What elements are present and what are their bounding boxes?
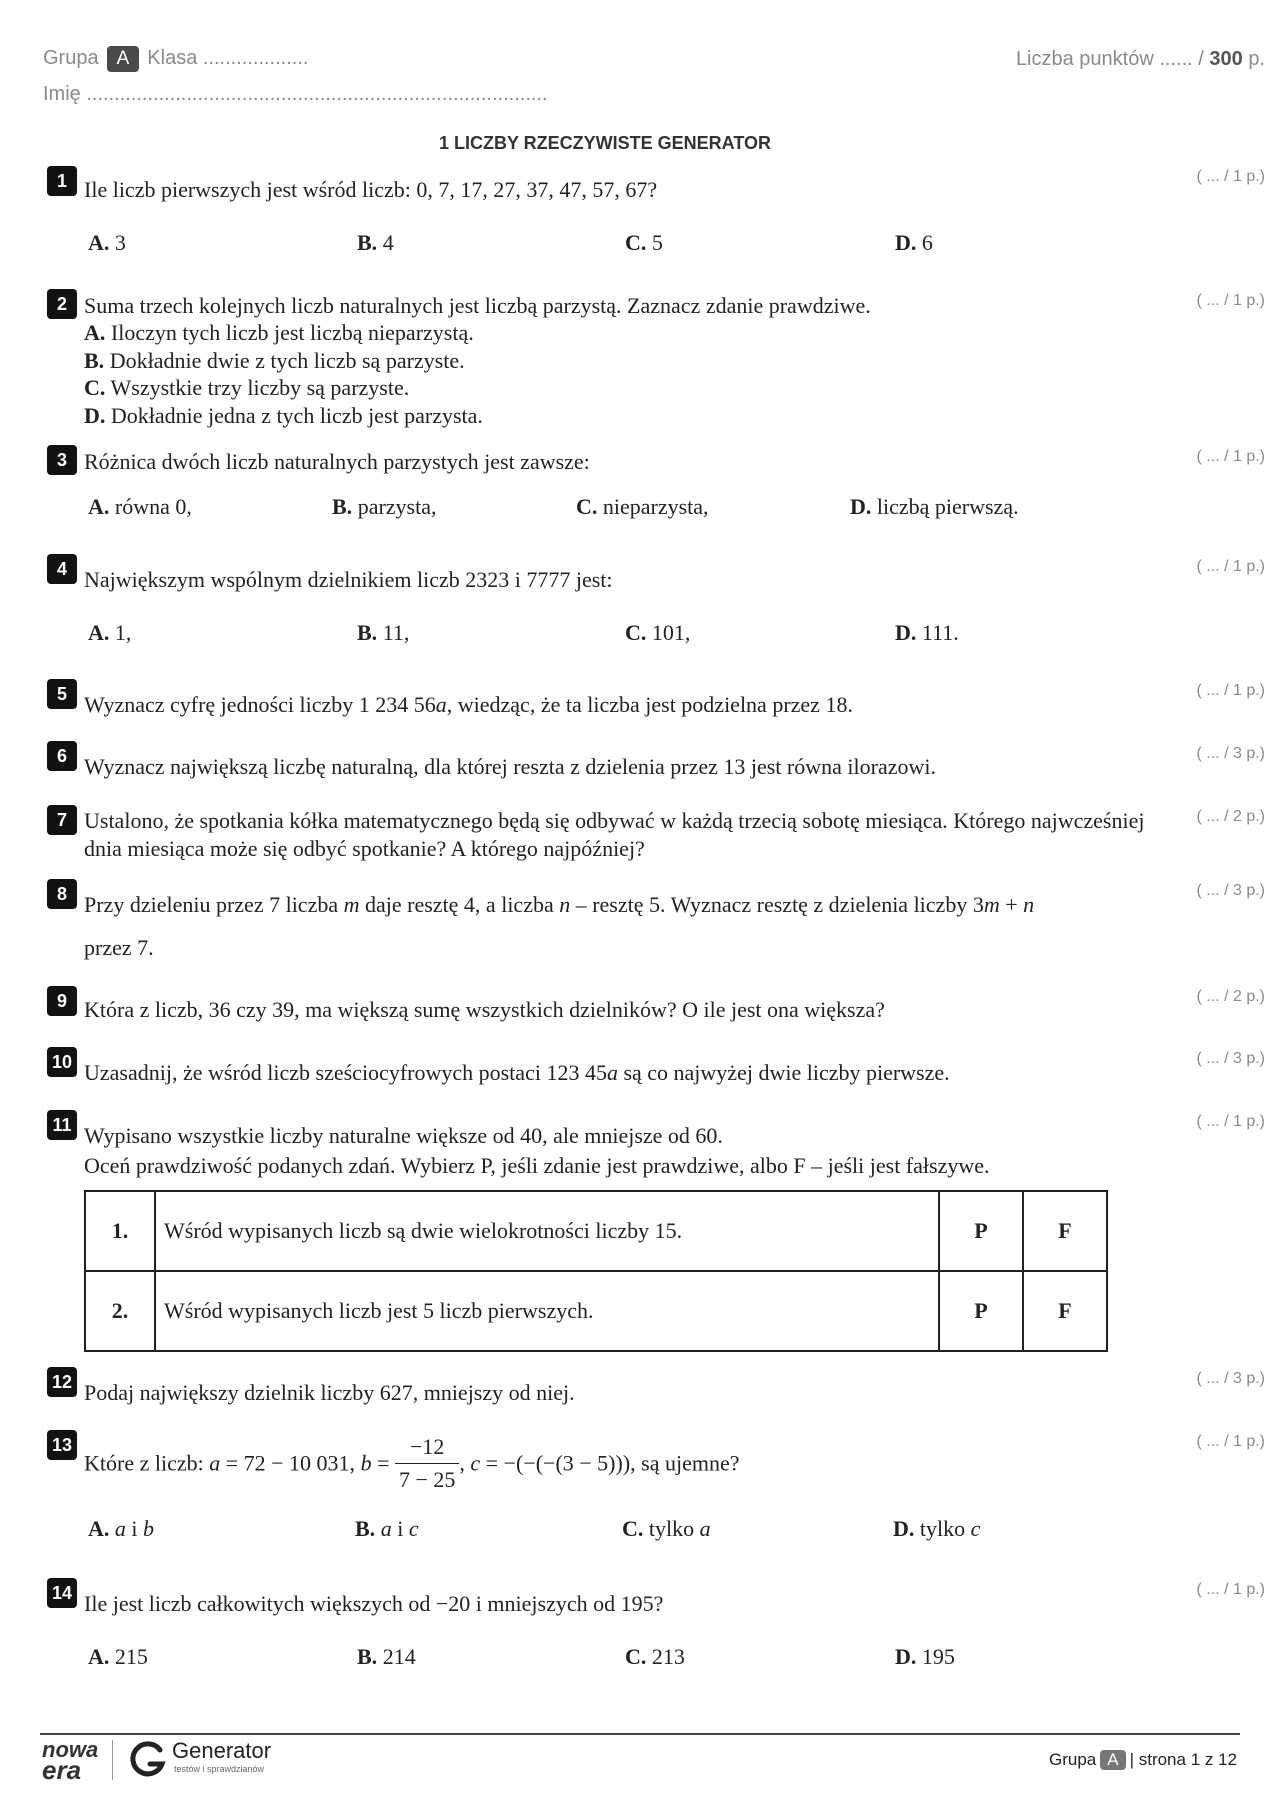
answer-option[interactable]: B. Dokładnie dwie z tych liczb są parzyste. [84, 348, 465, 373]
answer-option[interactable]: B. 11, [357, 620, 410, 645]
question-number: 7 [47, 805, 77, 835]
answer-option[interactable]: B. parzysta, [332, 494, 437, 519]
question-text: Ile jest liczb całkowitych większych od −20 i mniejszych od 195? [84, 1591, 664, 1616]
question-number: 9 [47, 986, 77, 1016]
question-number: 1 [47, 166, 77, 196]
answer-option[interactable]: B. 4 [357, 230, 394, 255]
page-number: | strona 1 z 12 [1129, 1750, 1237, 1769]
question-points: ( ... / 3 p.) [1196, 1050, 1265, 1067]
table-row [85, 1271, 1107, 1351]
class-field: Klasa ................... [147, 47, 309, 69]
question-points: ( ... / 3 p.) [1196, 1370, 1265, 1387]
statement-text: Wśród wypisanych liczb są dwie wielokrotności liczby 15. [155, 1191, 939, 1271]
question-text: Ile liczb pierwszych jest wśród liczb: 0, 7, 17, 27, 37, 47, 57, 67? [84, 177, 658, 202]
points-label: Liczba punktów ...... / [1015, 48, 1204, 70]
question-text: Różnica dwóch liczb naturalnych parzystych jest zawsze: [84, 449, 590, 474]
question-text: Ustalono, że spotkania kółka matematycznego będą się odbywać w każdą trzecią sobotę miesiąca. Którego najwcześniej dnia miesiąca może się odbyć spotkanie? A którego najpóźniej? [84, 808, 1145, 861]
question-points: ( ... / 2 p.) [1196, 808, 1265, 825]
generator-subtitle: testów i sprawdzianów [174, 1764, 265, 1774]
question-number: 10 [47, 1047, 77, 1077]
question-text: Wyznacz cyfrę jedności liczby 1 234 56a, wiedząc, że ta liczba jest podzielna przez 18. [84, 692, 853, 717]
answer-option[interactable]: B. 214 [357, 1644, 416, 1669]
row-number: 1. [85, 1191, 155, 1271]
question-points: ( ... / 1 p.) [1196, 682, 1265, 699]
answer-option[interactable]: A. 215 [88, 1644, 148, 1669]
answer-option[interactable]: D. 111. [895, 620, 959, 645]
question-points: ( ... / 1 p.) [1196, 1433, 1265, 1450]
question-number: 11 [47, 1110, 77, 1140]
row-number: 2. [85, 1271, 155, 1351]
answer-option[interactable]: D. Dokładnie jedna z tych liczb jest parzysta. [84, 403, 483, 428]
false-option[interactable]: F [1023, 1191, 1107, 1271]
answer-option[interactable]: A. równa 0, [88, 494, 192, 519]
false-option[interactable]: F [1023, 1271, 1107, 1351]
question-instructions: Oceń prawdziwość podanych zdań. Wybierz P, jeśli zdanie jest prawdziwe, albo F – jeśli jest fałszywe. [84, 1153, 990, 1178]
header-points [1016, 48, 1265, 71]
true-option[interactable]: P [939, 1271, 1023, 1351]
answer-option[interactable]: C. tylko a [622, 1516, 711, 1541]
question-points: ( ... / 1 p.) [1196, 1581, 1265, 1598]
answer-option[interactable]: C. 213 [625, 1644, 685, 1669]
answer-option[interactable]: A. a i b [88, 1516, 155, 1541]
fraction: $\frac{-12}{7 - 25}$ [395, 1431, 459, 1496]
question-number: 4 [47, 554, 77, 584]
group-badge: A [107, 46, 140, 72]
question-text: Która z liczb, 36 czy 39, ma większą sumę wszystkich dzielników? O ile jest ona większa? [84, 997, 885, 1022]
group-label: Grupa [43, 47, 99, 69]
answer-option[interactable]: D. 195 [895, 1644, 955, 1669]
question-number: 13 [47, 1430, 77, 1460]
question-text: Wyznacz największą liczbę naturalną, dla której reszta z dzielenia przez 13 jest równa ilorazowi. [84, 754, 936, 779]
question-points: ( ... / 3 p.) [1196, 745, 1265, 762]
footer-page-info [1049, 1750, 1237, 1770]
generator-logo-icon [128, 1740, 168, 1780]
question-points: ( ... / 1 p.) [1196, 558, 1265, 575]
answer-option[interactable]: A. Iloczyn tych liczb jest liczbą nieparzystą. [84, 320, 474, 345]
nowa-era-logo: nowa era [42, 1737, 99, 1785]
question-points: ( ... / 1 p.) [1196, 1113, 1265, 1130]
question-text: Suma trzech kolejnych liczb naturalnych jest liczbą parzystą. Zaznacz zdanie prawdziwe. [84, 293, 871, 318]
answer-option[interactable]: C. Wszystkie trzy liczby są parzyste. [84, 375, 410, 400]
question-points: ( ... / 2 p.) [1196, 988, 1265, 1005]
question-text: Największym wspólnym dzielnikiem liczb 2323 i 7777 jest: [84, 567, 613, 592]
question-points: ( ... / 1 p.) [1196, 448, 1265, 465]
question-points: ( ... / 1 p.) [1196, 292, 1265, 309]
question-points: ( ... / 3 p.) [1196, 882, 1265, 899]
question-text: Podaj największy dzielnik liczby 627, mniejszy od niej. [84, 1380, 575, 1405]
question-number: 5 [47, 679, 77, 709]
question-number: 8 [47, 879, 77, 909]
footer-divider [40, 1733, 1240, 1735]
footer-group-badge: A [1100, 1750, 1125, 1770]
answer-option[interactable]: B. a i c [355, 1516, 419, 1541]
answer-option[interactable]: C. 5 [625, 230, 663, 255]
generator-title: Generator [172, 1738, 272, 1763]
question-number: 3 [47, 445, 77, 475]
answer-option[interactable]: A. 1, [88, 620, 132, 645]
answer-option[interactable]: A. 3 [88, 230, 126, 255]
footer-group-label: Grupa [1048, 1750, 1097, 1769]
points-max: 300 [1209, 48, 1243, 70]
answer-option[interactable]: C. 101, [625, 620, 691, 645]
question-text: Które z liczb: a = 72 − 10 031, b = $\frac{-12}{7 - 25}$ , c = −(−(−(3 − 5))), są ujemne? [84, 1431, 740, 1496]
table-row [85, 1191, 1107, 1271]
question-number: 14 [47, 1578, 77, 1608]
question-text: Przy dzieleniu przez 7 liczba m daje resztę 4, a liczba n – resztę 5. Wyznacz resztę z dzielenia liczby 3m + n [84, 892, 1035, 917]
question-text: Wypisano wszystkie liczby naturalne większe od 40, ale mniejsze od 60. [84, 1123, 723, 1148]
answer-option[interactable]: C. nieparzysta, [576, 494, 709, 519]
statement-text: Wśród wypisanych liczb jest 5 liczb pierwszych. [155, 1271, 939, 1351]
header-group [43, 46, 308, 72]
answer-option[interactable]: D. 6 [895, 230, 933, 255]
points-unit: p. [1248, 48, 1265, 70]
answer-option[interactable]: D. liczbą pierwszą. [850, 494, 1019, 519]
question-points: ( ... / 1 p.) [1196, 168, 1265, 185]
true-option[interactable]: P [939, 1191, 1023, 1271]
question-text: Uzasadnij, że wśród liczb sześciocyfrowych postaci 123 45a są co najwyżej dwie liczby pierwsze. [84, 1060, 950, 1085]
true-false-table [84, 1190, 1108, 1352]
page-title: 1 LICZBY RZECZYWISTE GENERATOR [438, 133, 772, 153]
question-number: 2 [47, 289, 77, 319]
name-field: Imię ................................................................................... [43, 83, 548, 105]
question-text-continued: przez 7. [84, 935, 154, 960]
answer-option[interactable]: D. tylko c [893, 1516, 981, 1541]
question-number: 6 [47, 741, 77, 771]
logo-separator [112, 1740, 113, 1780]
question-number: 12 [47, 1367, 77, 1397]
